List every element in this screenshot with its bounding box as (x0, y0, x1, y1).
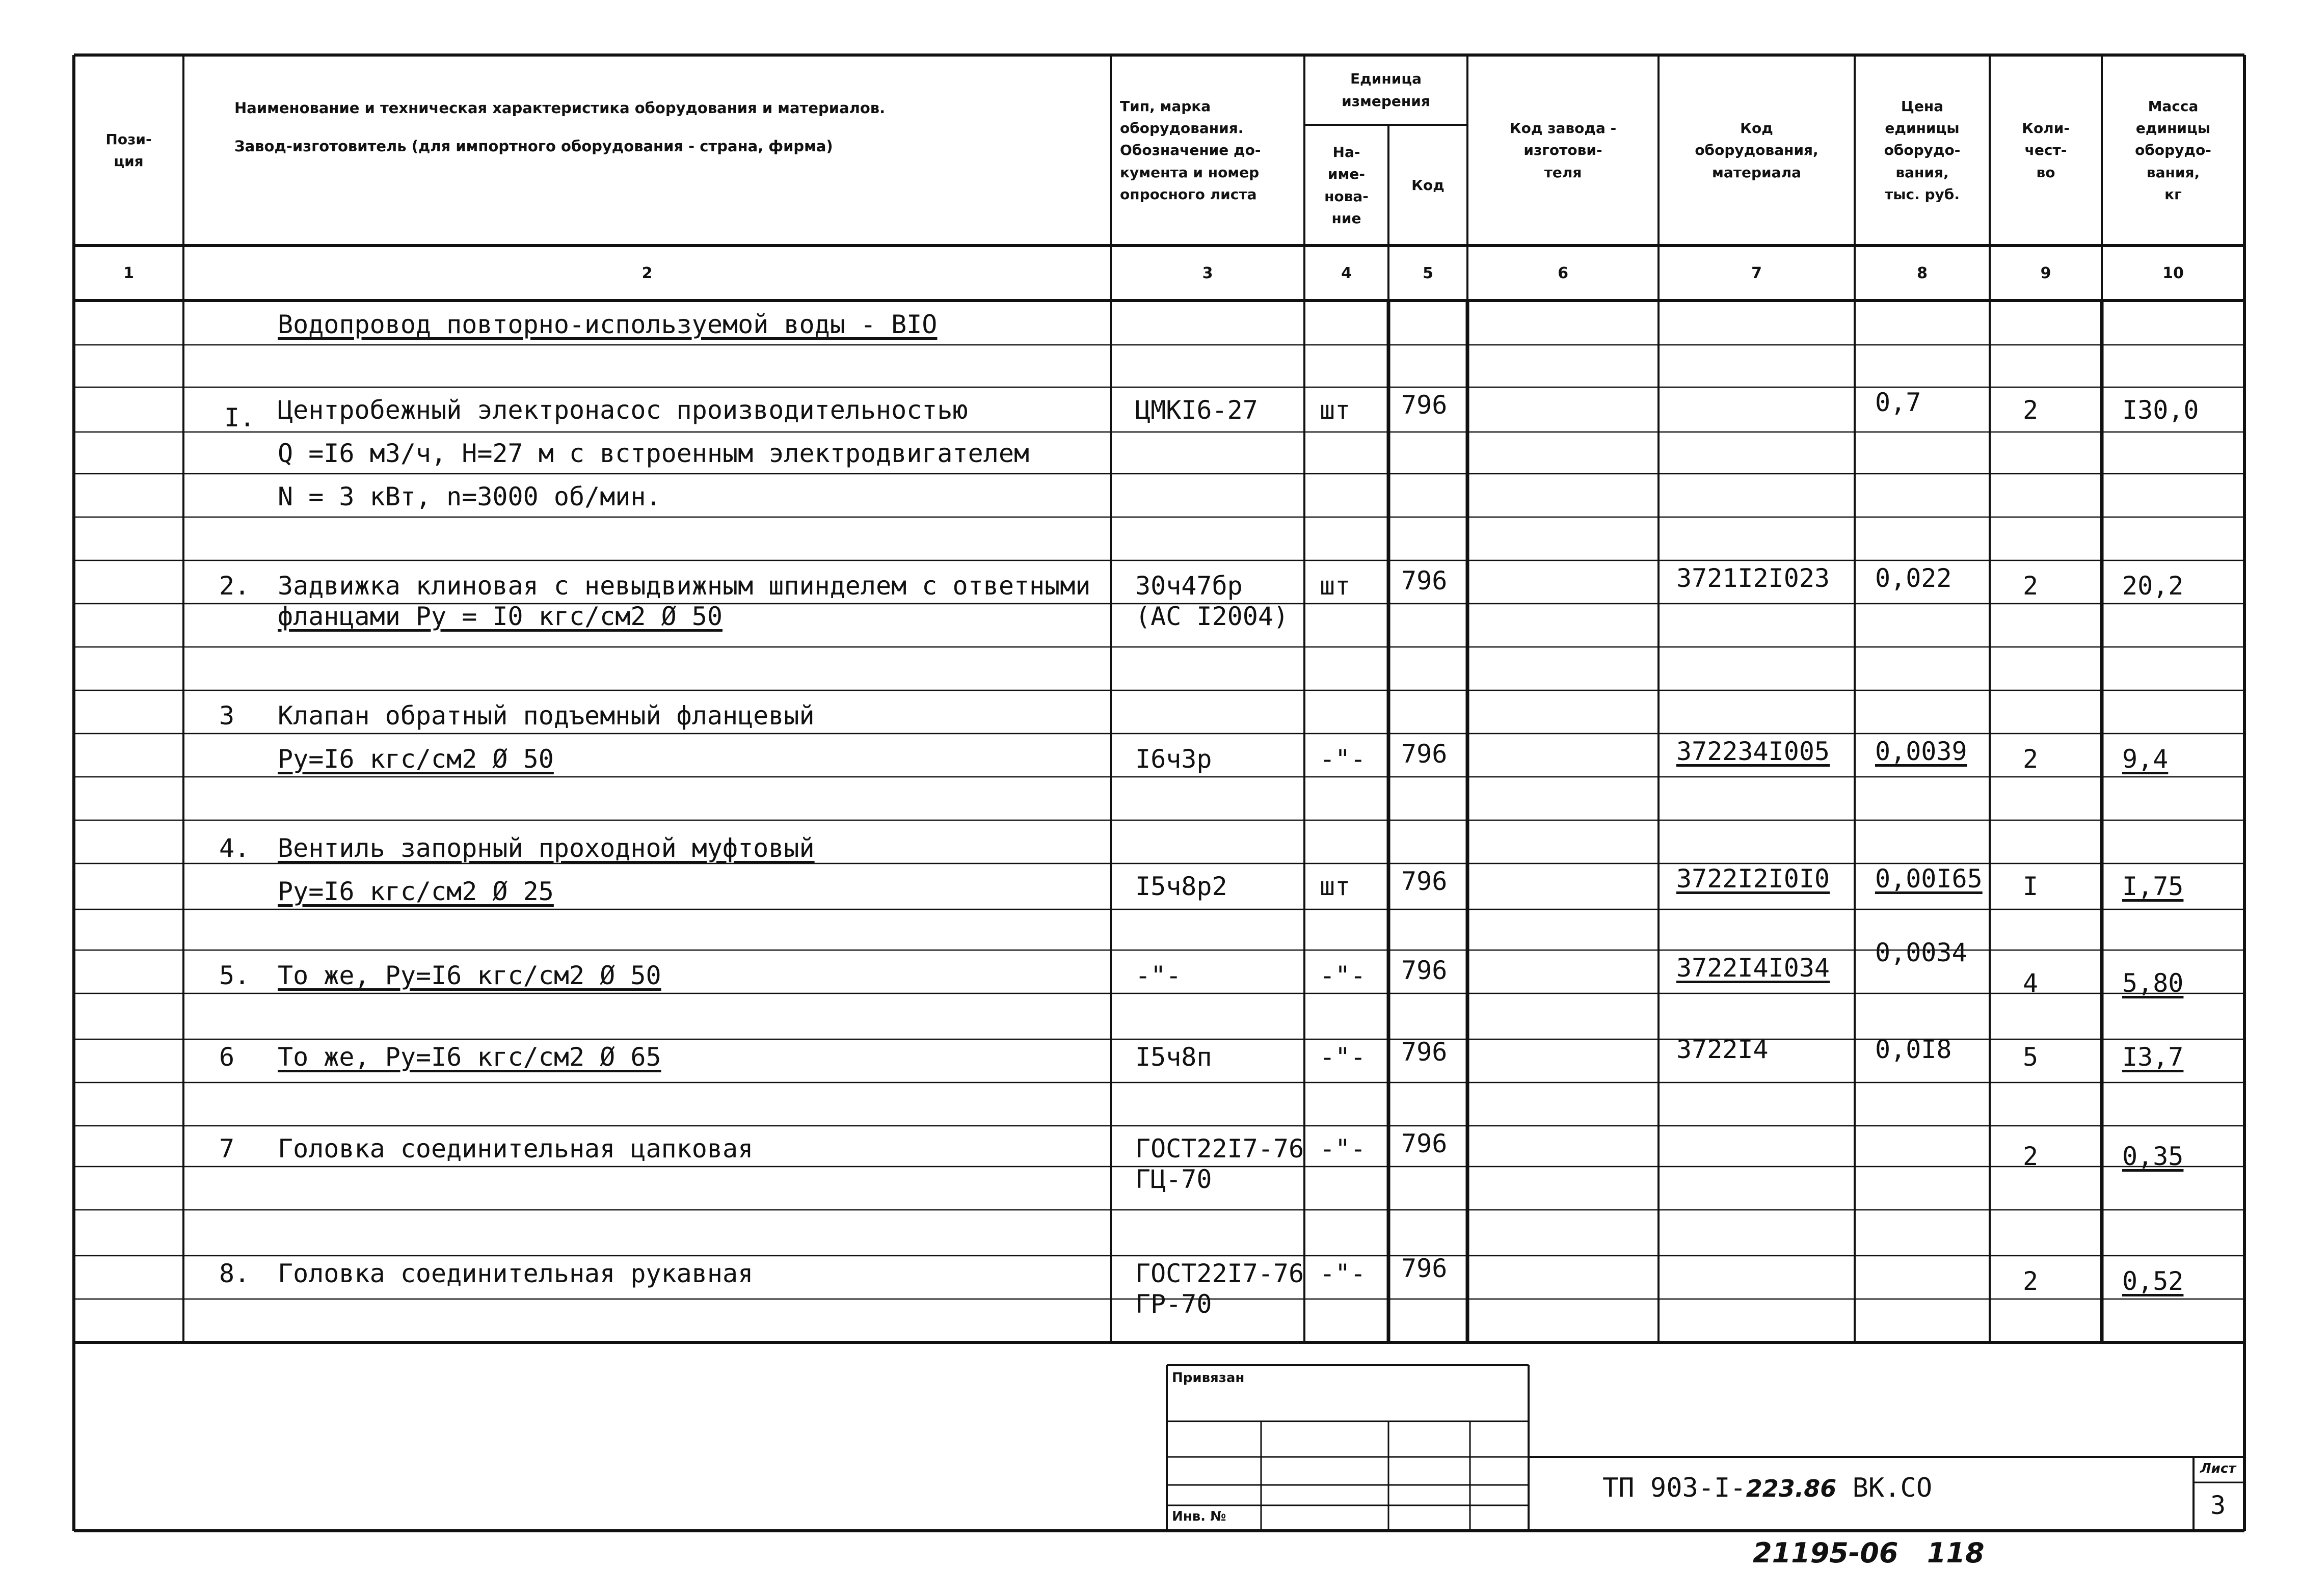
header-mass: Масса единицы оборудо- вания, кг (2135, 97, 2211, 203)
header-name-line2: Завод-изготовитель (для импортного оборудования - страна, фирма) (234, 138, 833, 155)
item-position: 3 (219, 701, 235, 731)
sheet-number: 3 (2210, 1491, 2226, 1520)
column-number-4: 4 (1341, 264, 1352, 282)
item-unit: -"- (1320, 1134, 1366, 1164)
header-equip-code: Код оборудования, материала (1695, 119, 1818, 181)
item-unit-code: 796 (1401, 1254, 1448, 1283)
document-designation (1602, 1475, 1932, 1501)
item-price: 0,00I65 (1875, 864, 1983, 894)
column-number-8: 8 (1917, 264, 1928, 282)
column-number-1: 1 (123, 264, 134, 282)
item-position: 8. (219, 1259, 250, 1288)
item-type: I5ч8п (1135, 1042, 1212, 1072)
item-qty: 2 (2023, 395, 2039, 425)
header-name (234, 89, 1075, 191)
item-unit: шт (1320, 571, 1351, 601)
header-qty: Коли- чест- во (2022, 119, 2070, 181)
item-description-line: N = 3 кВт, n=3000 об/мин. (278, 482, 661, 511)
header-name-line1: Наименование и техническая характеристика оборудования и материалов. (234, 99, 886, 117)
item-description-line: фланцами Py = I0 кгс/см2 Ø 50 (278, 602, 723, 631)
column-number-10: 10 (2162, 264, 2184, 282)
item-unit: -"- (1320, 961, 1366, 990)
item-price: 0,0039 (1875, 737, 1967, 766)
item-unit: шт (1320, 395, 1351, 425)
item-mass: 0,35 (2122, 1142, 2184, 1171)
item-qty: 2 (2023, 1142, 2039, 1171)
doc-prefix: ТП 903-I- (1602, 1473, 1746, 1503)
item-equip-code: 372234I005 (1676, 737, 1830, 766)
item-description-line: Py=I6 кгс/см2 Ø 50 (278, 744, 554, 774)
item-mass: 9,4 (2122, 744, 2169, 774)
item-description-line: Вентиль запорный проходной муфтовый (278, 833, 815, 863)
item-price: 0,7 (1875, 388, 1921, 417)
item-unit-code: 796 (1401, 390, 1448, 420)
item-unit: -"- (1320, 1042, 1366, 1072)
item-type: ГР-70 (1135, 1289, 1212, 1319)
item-qty: 2 (2023, 571, 2039, 601)
item-qty: 4 (2023, 968, 2039, 998)
header-unit-group: Единица измерения (1342, 70, 1430, 110)
item-qty: 5 (2023, 1042, 2039, 1072)
item-mass: 5,80 (2122, 968, 2184, 998)
column-number-7: 7 (1751, 264, 1762, 282)
item-price: 0,0I8 (1875, 1035, 1952, 1064)
item-price: 0,0034 (1875, 938, 1967, 967)
item-unit-code: 796 (1401, 739, 1448, 769)
item-type: ГОСТ22I7-76 (1135, 1134, 1304, 1164)
column-number-2: 2 (641, 264, 653, 282)
doc-suffix: ВК.СО (1836, 1473, 1933, 1503)
item-unit-code: 796 (1401, 1037, 1448, 1067)
item-unit-code: 796 (1401, 867, 1448, 896)
item-unit-code: 796 (1401, 566, 1448, 596)
item-description-line: Головка соединительная цапковая (278, 1134, 754, 1164)
item-equip-code: 3722I4I034 (1676, 953, 1830, 983)
item-mass: I,75 (2122, 872, 2184, 901)
item-equip-code: 3721I2I023 (1676, 563, 1830, 593)
item-type: I6ч3р (1135, 744, 1212, 774)
item-unit-code: 796 (1401, 956, 1448, 985)
item-description-line: Центробежный электронасос производительностью (278, 395, 968, 425)
header-position: Пози- ция (105, 130, 152, 170)
item-position: 4. (219, 833, 250, 863)
doc-number-handwritten: 223.86 (1746, 1475, 1837, 1502)
item-description-line: Py=I6 кгс/см2 Ø 25 (278, 877, 554, 906)
item-unit: шт (1320, 872, 1351, 901)
item-qty: 2 (2023, 744, 2039, 774)
item-type: (АС I2004) (1135, 602, 1289, 631)
item-mass: 0,52 (2122, 1266, 2184, 1296)
item-mass: I30,0 (2122, 395, 2199, 425)
item-price: 0,022 (1875, 563, 1952, 593)
item-type: ГОСТ22I7-76 (1135, 1259, 1304, 1288)
item-description-line: Q =I6 м3/ч, H=27 м с встроенным электродвигателем (278, 439, 1030, 468)
item-mass: 20,2 (2122, 571, 2184, 601)
column-number-3: 3 (1202, 264, 1213, 282)
item-mass: I3,7 (2122, 1042, 2184, 1072)
column-number-9: 9 (2040, 264, 2051, 282)
item-description-line: Задвижка клиновая с невыдвижным шпинделем с ответными (278, 571, 1091, 601)
archive-number-handwritten: 21195-06 118 (1753, 1537, 1985, 1569)
section-title: Водопровод повторно-используемой воды - BIO (278, 310, 938, 339)
column-number-5: 5 (1423, 264, 1433, 282)
item-description-line: То же, Py=I6 кгс/см2 Ø 50 (278, 961, 661, 990)
item-unit-code: 796 (1401, 1129, 1448, 1158)
item-position: 6 (219, 1042, 235, 1072)
item-unit: -"- (1320, 1259, 1366, 1288)
header-unit-name: На- име- нова- ние (1324, 143, 1369, 227)
item-qty: I (2023, 872, 2039, 901)
stamp-inventory-label: Инв. № (1172, 1509, 1226, 1524)
item-qty: 2 (2023, 1266, 2039, 1296)
item-equip-code: 3722I2I0I0 (1676, 864, 1830, 894)
header-plant-code: Код завода - изготови- теля (1509, 119, 1617, 181)
item-type: ЦМКI6-27 (1135, 395, 1258, 425)
header-price: Цена единицы оборудо- вания, тыс. руб. (1884, 97, 1961, 203)
header-unit-code: Код (1411, 176, 1445, 194)
item-unit: -"- (1320, 744, 1366, 774)
item-position: I. (224, 403, 255, 432)
item-type: ГЦ-70 (1135, 1165, 1212, 1194)
header-type: Тип, марка оборудования. Обозначение до- кумента и номер опросного листа (1120, 97, 1261, 203)
item-description-line: Клапан обратный подъемный фланцевый (278, 701, 815, 731)
item-type: I5ч8р2 (1135, 872, 1227, 901)
item-equip-code: 3722I4 (1676, 1035, 1769, 1064)
sheet-label: Лист (2200, 1461, 2236, 1476)
stamp-privyazan-label: Привязан (1172, 1370, 1245, 1386)
column-number-6: 6 (1558, 264, 1568, 282)
item-position: 7 (219, 1134, 235, 1164)
item-description-line: Головка соединительная рукавная (278, 1259, 754, 1288)
item-type: 30ч47бр (1135, 571, 1243, 601)
item-description-line: То же, Py=I6 кгс/см2 Ø 65 (278, 1042, 661, 1072)
item-position: 5. (219, 961, 250, 990)
item-type: -"- (1135, 961, 1182, 990)
item-position: 2. (219, 571, 250, 601)
